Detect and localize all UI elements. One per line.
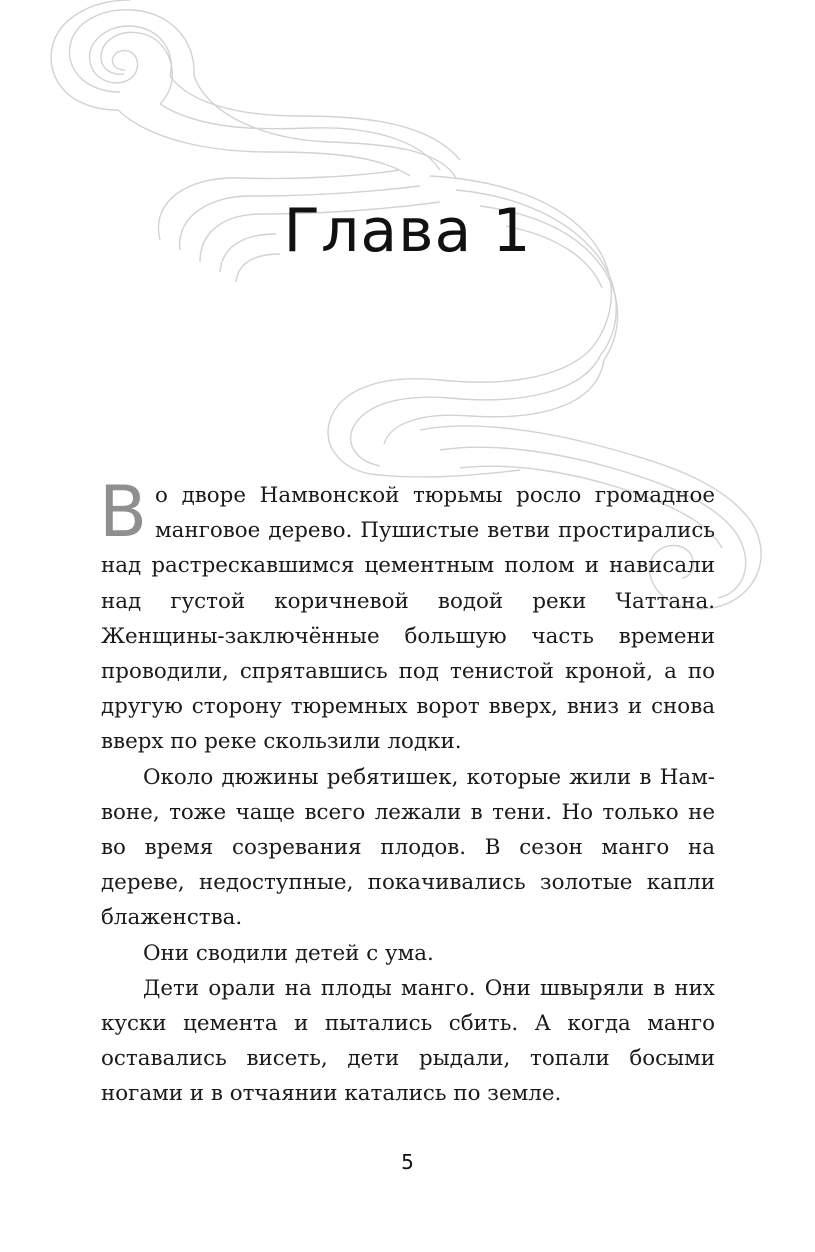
paragraph-1	[99, 471, 715, 760]
page-number: 5	[401, 1150, 414, 1174]
paragraph-4: Дети орали на плоды манго. Они швыряли в них куски цемента и пытались сбить. А когда манго оставались висеть, дети рыдали, топали босыми ногами и в отчаянии катались по земле.	[101, 975, 715, 1107]
paragraph-1-text: о дворе Намвонской тюрьмы росло громадное манговое дерево. Пушистые ветви простирались над растрескавшимся цементным полом и нависали над густой коричневой водой реки Чаттана. Женщины-заключённые большую часть времени проводили, спрятавшись под тенистой кроной, а по другую сторону тюремных ворот вверх, вниз и снова вверх по реке скользили лодки.	[101, 483, 715, 755]
paragraph-3: Они сводили детей с ума.	[143, 940, 434, 966]
chapter-text	[99, 471, 715, 1112]
paragraph-2: Около дюжины ребятишек, которые жили в Намвоне, тоже чаще всего лежали в тени. Но только не во время созревания плодов. В сезон манго на дереве, недоступные, покачивались золотые капли блаженства.	[101, 764, 715, 931]
chapter-title: Глава 1	[283, 196, 532, 266]
drop-cap: В	[99, 471, 148, 553]
